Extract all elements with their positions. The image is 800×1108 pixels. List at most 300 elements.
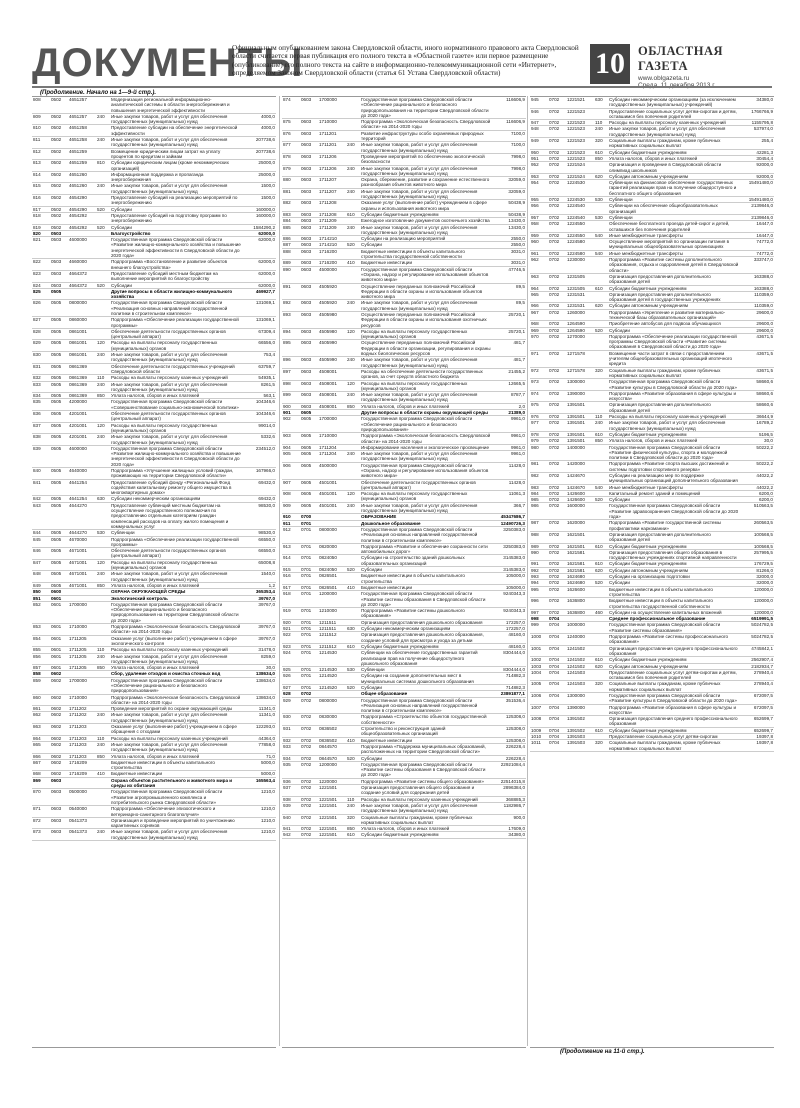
description-cell: Иные закупки товаров, работ и услуг для обеспечения государственных (муниципальных) нужд	[110, 352, 242, 364]
row-number-cell: 865	[32, 741, 50, 753]
row-number-cell: 853	[32, 624, 50, 636]
expense-type-cell	[594, 503, 608, 520]
section-code-cell: 0702	[548, 291, 566, 303]
section-code-cell: 0505	[50, 328, 68, 340]
amount-cell: 12490726,3	[492, 520, 526, 526]
expense-type-cell: 520	[346, 242, 360, 248]
description-cell: Подпрограмма «Экологическая безопасность Свердловской области» на 2014-2020 годы	[361, 119, 491, 130]
section-code-cell: 0702	[548, 126, 566, 138]
target-code-cell: 1214520	[318, 673, 346, 685]
description-cell: Иные закупки товаров, работ и услуг для обеспечения государственных (муниципальных) нужд	[360, 451, 492, 463]
target-code-cell: 4201001	[68, 434, 96, 446]
description-cell: Субсидии бюджетным учреждениям	[360, 643, 492, 649]
description-cell: Иные закупки товаров, работ и услуг для обеспечения государственных (муниципальных) нужд	[360, 392, 492, 404]
row-number-cell: 931	[282, 726, 300, 738]
description-cell: Государственная программа Свердловской области «Развитие агропромышленного комплекса и потребительского рынка Свердловской области»	[110, 789, 242, 806]
amount-cell	[242, 97, 276, 113]
section-code-cell: 0603	[300, 242, 318, 248]
amount-cell: 34380,0	[492, 832, 526, 838]
row-number-cell: 835	[32, 399, 50, 411]
amount-cell: 652699,7	[740, 727, 774, 733]
description-cell: Расходы на выплаты персоналу казенных учреждений	[110, 375, 242, 381]
section-code-cell: 0505	[50, 411, 68, 423]
row-number-cell: 880	[282, 177, 300, 189]
expense-type-cell: 240	[96, 113, 110, 125]
row-number-cell: 987	[530, 520, 548, 532]
expense-type-cell	[96, 317, 110, 329]
table-row	[530, 420, 774, 432]
expense-type-cell	[96, 399, 110, 411]
row-number-cell: 834	[32, 393, 50, 399]
expense-type-cell	[594, 692, 608, 704]
target-code-cell: 1711205	[68, 647, 96, 653]
description-cell: Подпрограмма «Обеспечение реализации государственной программы Свердловской области «Развитие системы образования в Свердловской области до 2020 года»	[608, 333, 740, 350]
amount-cell: 5000,0	[242, 759, 276, 771]
table-row	[530, 622, 774, 634]
target-code-cell: 1600000	[566, 503, 594, 520]
amount-cell: 39767,0	[242, 635, 276, 647]
target-code-cell: 1300000	[566, 379, 594, 391]
row-number-cell: 874	[282, 97, 300, 119]
description-cell: Возмещение юридическим лицам затрат на уплату процентов по кредитам и займам	[110, 148, 242, 160]
amount-cell: 2562907,4	[740, 657, 774, 663]
row-number-cell: 917	[282, 584, 300, 590]
amount-cell: 120000,0	[740, 598, 774, 610]
description-cell: Субвенции	[608, 214, 740, 220]
row-number-cell: 925	[282, 667, 300, 673]
description-cell: Иные закупки товаров, работ и услуг для обеспечения государственных (муниципальных) нужд	[360, 802, 492, 814]
row-number-cell: 905	[282, 451, 300, 463]
description-cell: Подпрограмма «Строительство объектов государственной собственности»	[360, 714, 492, 726]
table-row	[282, 165, 526, 177]
amount-cell: 39767,0	[242, 601, 276, 623]
amount-cell: 81266,0	[740, 567, 774, 573]
row-number-cell: 897	[282, 368, 300, 380]
description-cell: Иные закупки товаров, работ и услуг для обеспечения государственных (муниципальных) нужд	[360, 188, 492, 200]
section-code-cell: 0605	[300, 444, 318, 450]
description-cell: Государственная программа Свердловской области «Реализация основных направлений государственной политики в строительном комплексе»	[360, 526, 492, 543]
amount-cell: 71,0	[242, 753, 276, 759]
column-divider	[279, 96, 280, 1046]
amount-cell: 32059,0	[492, 188, 526, 200]
section-code-cell: 0702	[300, 778, 318, 784]
target-code-cell: 4501001	[318, 502, 346, 514]
section-code-cell: 0603	[50, 789, 68, 806]
table-row	[530, 257, 774, 274]
section-code-cell: 0603	[300, 119, 318, 131]
row-number-cell: 894	[282, 328, 300, 340]
row-number-cell: 842	[32, 496, 50, 502]
section-code-cell: 0502	[50, 97, 68, 113]
description-cell: Подпрограмма «Улучшение жилищных условий граждан, проживающих на территории Свердловской области»	[110, 468, 242, 480]
description-cell: Субсидии	[110, 282, 242, 288]
amount-cell: 34380,0	[740, 97, 774, 108]
table-row	[282, 573, 526, 585]
table-row	[282, 392, 526, 404]
description-cell: Субсидии некоммерческим организациям (за исключением государственных (муниципальных) учреждений)	[608, 97, 740, 108]
table-row	[282, 266, 526, 283]
target-code-cell: 1621501	[566, 531, 594, 543]
section-code-cell: 0603	[300, 211, 318, 217]
amount-cell: 16447,0	[740, 232, 774, 238]
expense-type-cell	[96, 195, 110, 207]
description-cell: Субсидии	[608, 327, 740, 333]
section-code-cell: 0702	[548, 402, 566, 414]
description-cell: Субсидии бюджетным учреждениям	[608, 561, 740, 567]
row-number-cell: 902	[282, 416, 300, 433]
section-code-cell: 0704	[548, 634, 566, 646]
row-number-cell: 989	[530, 543, 548, 549]
target-code-cell: 4671001	[68, 548, 96, 560]
expense-type-cell: 630	[594, 97, 608, 108]
table-row	[282, 224, 526, 236]
expense-type-cell: 410	[346, 737, 360, 743]
table-row	[282, 673, 526, 685]
description-cell: Приобретение автобусов для подвоза обучающихся	[608, 321, 740, 327]
table-row	[282, 433, 526, 445]
table-row	[32, 183, 276, 195]
table-row	[32, 160, 276, 172]
expense-type-cell	[346, 200, 360, 212]
amount-cell: 125308,0	[492, 737, 526, 743]
expense-type-cell	[346, 543, 360, 555]
row-number-cell: 962	[530, 257, 548, 274]
table-row	[32, 741, 276, 753]
row-number-cell: 980	[530, 444, 548, 461]
expense-type-cell: 320	[594, 681, 608, 693]
table-row	[530, 180, 774, 197]
target-code-cell: 1711205	[68, 653, 96, 665]
description-cell: Государственная программа Свердловской области «Обеспечение рационального и безопасного природопользования на территории Свердловской области до 2020 года»	[110, 601, 242, 623]
table-row	[282, 714, 526, 726]
target-code-cell: 1710000	[318, 119, 346, 131]
description-cell: Иные закупки товаров, работ и услуг для обеспечения государственных (муниципальных) нужд	[360, 142, 492, 154]
table-row	[530, 473, 774, 485]
amount-cell: 207738,6	[242, 148, 276, 160]
expense-type-cell: 610	[594, 561, 608, 567]
table-row	[282, 368, 526, 380]
description-cell: Расходы на выплаты персоналу государственных (муниципальных) органов	[360, 328, 492, 340]
table-row	[530, 586, 774, 598]
expense-type-cell	[346, 177, 360, 189]
amount-cell: 2896384,0	[492, 785, 526, 797]
table-row	[32, 381, 276, 393]
target-code-cell: 0861369	[68, 381, 96, 393]
target-code-cell: 0830000	[318, 714, 346, 726]
description-cell: Организация предоставления общего образования в государственных учреждениях спортивной направленности	[608, 549, 740, 561]
amount-cell: 62000,0	[242, 270, 276, 282]
amount-cell: 9961,0	[492, 416, 526, 433]
row-number-cell: 976	[530, 414, 548, 420]
description-cell: Иные закупки товаров, работ и услуг для обеспечения государственных (муниципальных) нужд	[360, 165, 492, 177]
amount-cell: 11061,3	[492, 491, 526, 503]
row-number-cell: 959	[530, 232, 548, 238]
amount-cell: 43671,5	[740, 333, 774, 350]
target-code-cell: 4651258	[68, 125, 96, 137]
amount-cell: 105000,0	[492, 584, 526, 590]
description-cell: Субсидии	[608, 497, 740, 503]
row-number-cell: 924	[282, 650, 300, 667]
amount-cell: 30,0	[242, 665, 276, 671]
target-code-cell: 1716200	[318, 248, 346, 260]
section-code-cell: 0502	[50, 183, 68, 195]
section-code-cell: 0702	[300, 691, 318, 697]
section-code-cell: 0505	[50, 548, 68, 560]
target-code-cell: 1224550	[566, 232, 594, 238]
expense-type-cell	[346, 761, 360, 778]
amount-cell: 260563,5	[740, 520, 774, 532]
expense-type-cell: 240	[96, 741, 110, 753]
expense-type-cell	[594, 704, 608, 716]
target-code-cell: 4505920	[318, 300, 346, 312]
expense-type-cell	[594, 549, 608, 561]
row-number-cell: 994	[530, 580, 548, 586]
amount-cell: 6519991,5	[740, 616, 774, 622]
row-number-cell: 877	[282, 142, 300, 154]
amount-cell: 1540,0	[242, 571, 276, 583]
section-code-cell: 0505	[50, 381, 68, 393]
row-number-cell: 972	[530, 367, 548, 379]
target-code-cell: 1621581	[566, 567, 594, 573]
amount-cell: 138634,0	[242, 694, 276, 706]
target-code-cell: 1711203	[68, 735, 96, 741]
amount-cell: 105000,0	[492, 573, 526, 585]
section-code-cell: 0701	[300, 520, 318, 526]
row-number-cell: 882	[282, 200, 300, 212]
amount-cell: 753,4	[242, 352, 276, 364]
table-row	[530, 716, 774, 728]
target-code-cell: 4654290	[68, 206, 96, 212]
expense-type-cell: 850	[96, 582, 110, 588]
target-code-cell: 4600000	[68, 445, 96, 467]
section-code-cell: 0704	[548, 622, 566, 634]
table-row	[32, 712, 276, 724]
amount-cell: 2139846,0	[740, 214, 774, 220]
description-cell: Осуществление мероприятий по организации питания в муниципальных общеобразовательных организациях	[608, 239, 740, 251]
amount-cell: 5000,0	[242, 771, 276, 777]
table-row	[530, 390, 774, 402]
target-code-cell: 1390000	[566, 704, 594, 716]
target-code-cell: 1221523	[566, 120, 594, 126]
table-row	[282, 200, 526, 212]
table-row	[530, 598, 774, 610]
description-cell: Государственная программа Свердловской области «Развитие системы образования в Свердловской области до 2020 года»	[360, 761, 492, 778]
expense-type-cell: 610	[346, 832, 360, 838]
table-row	[32, 288, 276, 300]
row-number-cell: 901	[282, 410, 300, 416]
section-code-cell: 0505	[50, 502, 68, 529]
section-code-cell: 0702	[548, 232, 566, 238]
section-code-cell: 0702	[548, 221, 566, 233]
expense-type-cell: 850	[594, 155, 608, 161]
table-row	[530, 520, 774, 532]
amount-cell: 8304444,0	[492, 667, 526, 673]
section-code-cell: 0603	[300, 340, 318, 357]
section-code-cell: 0605	[300, 502, 318, 514]
description-cell: Организация предоставления дополнительного образования детей	[608, 273, 740, 285]
description-cell: Государственная программа Свердловской области «Развитие системы образования»	[608, 622, 740, 634]
section-code-cell: 0702	[548, 108, 566, 120]
target-code-cell: 4200000	[68, 399, 96, 411]
table-row	[282, 380, 526, 392]
expense-type-cell: 610	[594, 727, 608, 733]
amount-cell: 32000,0	[740, 580, 774, 586]
target-code-cell: 1200000	[318, 761, 346, 778]
description-cell: Организация предоставления общего образования и создание условий для содержания детей	[360, 785, 492, 797]
amount-cell: 65008,8	[242, 559, 276, 571]
newspaper-block	[638, 44, 772, 89]
table-row	[282, 785, 526, 797]
section-code-cell: 0605	[300, 479, 318, 491]
expense-type-cell: 320	[346, 814, 360, 826]
expense-type-cell	[96, 212, 110, 224]
expense-type-cell: 850	[96, 753, 110, 759]
amount-cell: 69432,0	[242, 496, 276, 502]
target-code-cell: 1221501	[318, 796, 346, 802]
section-code-cell: 0502	[50, 137, 68, 149]
table-row	[32, 399, 276, 411]
section-code-cell: 0505	[50, 300, 68, 317]
section-code-cell: 0704	[548, 681, 566, 693]
target-code-cell: 1221523	[566, 126, 594, 138]
row-number-cell: 886	[282, 236, 300, 242]
section-code-cell: 0702	[548, 214, 566, 220]
section-code-cell: 0702	[548, 490, 566, 496]
amount-cell: 1766766,9	[740, 108, 774, 120]
description-cell: Информационная поддержка и пропаганда энергосбережения	[110, 171, 242, 183]
row-number-cell: 878	[282, 153, 300, 165]
description-cell: Государственная программа Свердловской области «Реализация основных направлений государственной политики в строительном комплексе»	[110, 300, 242, 317]
row-number-cell: 829	[32, 340, 50, 352]
amount-cell: 19397,8	[740, 734, 774, 740]
section-code-cell: 0505	[50, 479, 68, 496]
description-cell: ОБРАЗОВАНИЕ	[360, 514, 492, 520]
row-number-cell: 923	[282, 643, 300, 649]
expense-type-cell	[346, 632, 360, 644]
target-code-cell: 4508001	[318, 380, 346, 392]
row-number-cell: 956	[530, 203, 548, 215]
description-cell: Предоставление социальных услуг детям-сиротам и детям, оставшимся без попечения родителей	[608, 108, 740, 120]
section-code-cell: 0701	[300, 643, 318, 649]
target-code-cell: 1224530	[566, 197, 594, 203]
expense-type-cell: 240	[96, 183, 110, 195]
target-code-cell: 4671001	[68, 582, 96, 588]
amount-cell: 714882,3	[492, 684, 526, 690]
description-cell: Социальные выплаты гражданам, кроме публичных нормативных социальных выплат	[608, 681, 740, 693]
description-cell: Иные закупки товаров, работ и услуг для обеспечения государственных (муниципальных) нужд	[110, 571, 242, 583]
description-cell: Организация предоставления дополнительного образования детей в государственных учреждениях	[608, 291, 740, 303]
amount-cell: 39767,0	[242, 624, 276, 636]
target-code-cell: 1224580	[566, 250, 594, 256]
target-code-cell: 1391503	[566, 740, 594, 752]
section-code-cell: 0502	[50, 160, 68, 172]
expense-type-cell	[346, 743, 360, 755]
target-code-cell: 1264590	[566, 321, 594, 327]
row-number-cell: 930	[282, 714, 300, 726]
expense-type-cell: 240	[346, 357, 360, 369]
table-row	[530, 379, 774, 391]
row-number-cell: 973	[530, 379, 548, 391]
row-number-cell: 821	[32, 237, 50, 259]
table-row	[32, 694, 276, 706]
table-row	[32, 468, 276, 480]
target-code-cell: 1221501	[318, 826, 346, 832]
section-code-cell: 0704	[548, 740, 566, 752]
description-cell: Модернизация региональной информационно-аналитической системы в области энергосбережения и повышения энергетической эффективности	[110, 97, 242, 113]
row-number-cell: 893	[282, 311, 300, 328]
target-code-cell: 1221524	[566, 173, 594, 179]
row-number-cell: 828	[32, 328, 50, 340]
table-row	[32, 352, 276, 364]
description-cell: Социальные выплаты гражданам, кроме публичных нормативных социальных выплат	[608, 740, 740, 752]
section-code-cell: 0702	[548, 609, 566, 615]
description-cell: Расходы на выплаты персоналу казенных учреждений	[360, 796, 492, 802]
target-code-cell: 1391501	[566, 420, 594, 432]
target-code-cell: 1714210	[318, 236, 346, 242]
amount-cell: 2,0	[492, 403, 526, 409]
amount-cell: 714882,3	[492, 673, 526, 685]
description-cell: Иные закупки товаров, работ и услуг для обеспечения государственных (муниципальных) нужд	[360, 224, 492, 236]
newspaper-url[interactable]: www.oblgazeta.ru	[638, 75, 690, 82]
section-code-cell: 0702	[300, 743, 318, 755]
amount-cell: 104346,6	[242, 399, 276, 411]
amount-cell: 32059,0	[492, 177, 526, 189]
target-code-cell: 1711201	[318, 142, 346, 154]
row-number-cell: 912	[282, 526, 300, 543]
expense-type-cell	[594, 379, 608, 391]
expense-type-cell: 610	[594, 149, 608, 155]
description-cell: Расходы на выплаты персоналу казенных учреждений	[110, 647, 242, 653]
target-code-cell: 1711207	[318, 177, 346, 189]
target-code-cell: 1241502	[566, 645, 594, 657]
section-code-cell: 0602	[50, 677, 68, 694]
table-row	[530, 402, 774, 414]
amount-cell: 29600,0	[740, 309, 774, 321]
section-code-cell: 0704	[548, 716, 566, 728]
expense-type-cell: 810	[96, 160, 110, 172]
description-cell: Подпрограмма «Развитие государственной системы профилактики наркомании»	[608, 520, 740, 532]
amount-cell: 22514015,8	[492, 778, 526, 784]
description-cell: Организация предоставления дополнительного образования детей	[608, 402, 740, 414]
row-number-cell: 984	[530, 490, 548, 496]
description-cell: Осуществление переданных полномочий Российской Федерации в области охраны и использования охотничьих ресурсов	[360, 311, 492, 328]
section-code-cell: 0702	[548, 273, 566, 285]
row-number-cell: 945	[530, 97, 548, 108]
section-code-cell: 0701	[300, 591, 318, 608]
row-number-cell: 841	[32, 479, 50, 496]
target-code-cell: 4640000	[68, 468, 96, 480]
description-cell: Оказание услуг (выполнение работ) учреждением в сфере экологического контроля	[110, 635, 242, 647]
expense-type-cell	[346, 673, 360, 685]
row-number-cell: 919	[282, 608, 300, 620]
row-number-cell: 981	[530, 461, 548, 473]
section-code-cell: 0605	[300, 433, 318, 445]
target-code-cell: 4671001	[68, 571, 96, 583]
expense-type-cell	[96, 624, 110, 636]
target-code-cell: 4505990	[318, 357, 346, 369]
table-row	[282, 526, 526, 543]
row-number-cell: 881	[282, 188, 300, 200]
target-code-cell: 1214530	[318, 650, 346, 667]
row-number-cell: 992	[530, 567, 548, 573]
section-code-cell: 0505	[50, 352, 68, 364]
description-cell: Государственная программа Свердловской области «Обеспечение рационального и безопасного природопользования»	[110, 677, 242, 694]
description-cell: Подпрограмма «Укрепление и развитие материально-технической базы образовательных организаций»	[608, 309, 740, 321]
target-code-cell: 0844570	[318, 743, 346, 755]
row-number-cell: 934	[282, 755, 300, 761]
expense-type-cell: 850	[96, 665, 110, 671]
expense-type-cell: 320	[594, 367, 608, 379]
